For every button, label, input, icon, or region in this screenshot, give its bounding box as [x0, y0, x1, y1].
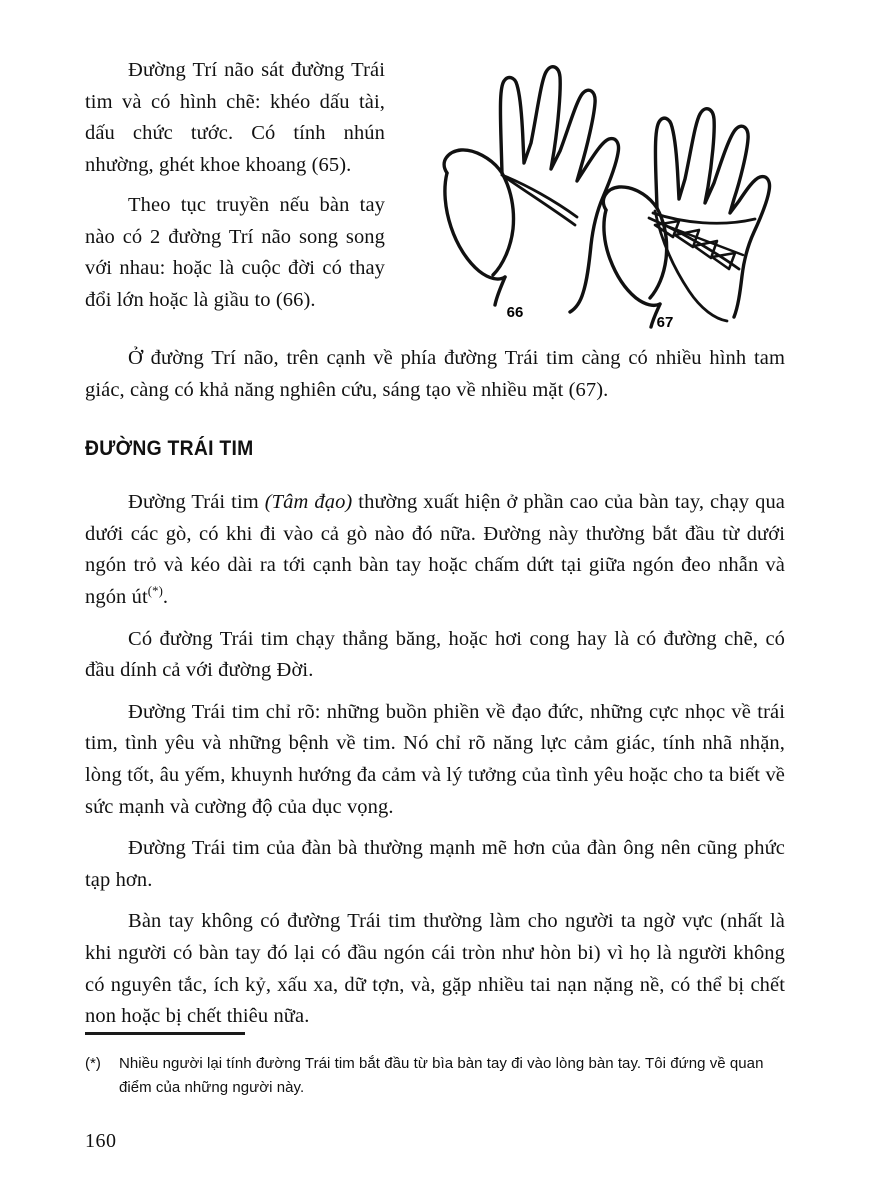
hand-66-wrist-left [495, 277, 505, 305]
figure-caption-67: 67 [656, 314, 674, 330]
intro-text-column [85, 55, 385, 316]
para1-lead: Đường Trái tim [128, 491, 265, 514]
paragraph-heart-line-meaning: Đường Trái tim chỉ rõ: những buồn phiền về đạo đức, những cực nhọc về trái tim, tình yêu và những bệnh về tim. Nó chỉ rõ năng lực cảm giác, tính nhã nhặn, lòng tốt, âu yếm, khuynh hướng đa cảm và lý tưởng của tình yêu hoặc cho ta biết về sức mạnh và cường độ của dục vọng. [85, 700, 785, 818]
hand-67-triangle-4 [712, 253, 735, 269]
paragraph-heart-line-intro [85, 487, 785, 613]
page-number: 160 [85, 1130, 117, 1152]
footnote-text: Nhiều người lại tính đường Trái tim bắt đầu từ bìa bàn tay đi vào lòng bàn tay. Tôi đứng về quan điểm của những người này. [119, 1054, 764, 1096]
section-heading-duong-trai-tim: ĐƯỜNG TRÁI TIM [85, 436, 254, 461]
para1-tail: . [162, 585, 169, 608]
figure-caption-66: 66 [506, 304, 524, 321]
hand-66-life-line [493, 173, 514, 275]
para1-rest: thường xuất hiện ở phần cao của bàn tay, chạy qua dưới các gò, có khi đi vào cả gò nào đó nữa. Đường này thường bắt đầu từ dưới ngón trỏ và kéo dài ra tới cạnh bàn tay hoặc chấm dứt tại giữa ngón đeo nhẫn và ngón út [85, 491, 785, 608]
paragraph-65: Đường Trí não sát đường Trái tim và có hình chẽ: khéo dấu tài, dấu chức tước. Có tính nhún nhường, ghét khoe khoang (65). [85, 59, 385, 176]
hand-67-thumb-contour [604, 210, 660, 305]
para1-italic-term: (Tâm đạo) [264, 491, 353, 514]
hand-66-thumb-contour [445, 173, 505, 279]
footnote-entry [85, 1052, 785, 1100]
paragraph-heart-line-shapes: Có đường Trái tim chạy thẳng băng, hoặc hơi cong hay là có đường chẽ, có đầu dính cả với đường Đời. [85, 627, 785, 682]
paragraph-triangles: Ở đường Trí não, trên cạnh về phía đường Trái tim càng có nhiều hình tam giác, càng có khả năng nghiên cứu, sáng tạo về nhiều mặt (67). [85, 347, 785, 401]
footnote-reference-marker[interactable]: (*) [147, 584, 163, 599]
footnote-separator-rule [85, 1032, 245, 1035]
hand-illustrations-svg [403, 55, 785, 330]
paragraph-no-heart-line: Bàn tay không có đường Trái tim thường làm cho người ta ngờ vực (nhất là khi người có bàn tay đó lại có đầu ngón cái tròn như hòn bi) vì họ là người không có nguyên tắc, ích kỷ, xấu xa, dữ tợn, và, gặp nhiều tai nạn nặng nề, có thể bị chết non hoặc bị chết thiêu nữa. [85, 910, 785, 1028]
heading-spacer-top [85, 406, 785, 436]
paragraph-66: Theo tục truyền nếu bàn tay nào có 2 đường Trí não song song với nhau: hoặc là cuộc đời có thay đổi lớn hoặc là giầu to (66). [85, 194, 385, 311]
heading-spacer-bottom [85, 461, 785, 487]
footnote-section [85, 1032, 785, 1100]
main-text-column [85, 343, 785, 1033]
figure-hands [403, 55, 785, 330]
footnote-marker: (*) [85, 1054, 101, 1072]
top-section [85, 55, 785, 330]
paragraph-heart-line-women: Đường Trái tim của đàn bà thường mạnh mẽ hơn của đàn ông nên cũng phức tạp hơn. [85, 837, 785, 891]
